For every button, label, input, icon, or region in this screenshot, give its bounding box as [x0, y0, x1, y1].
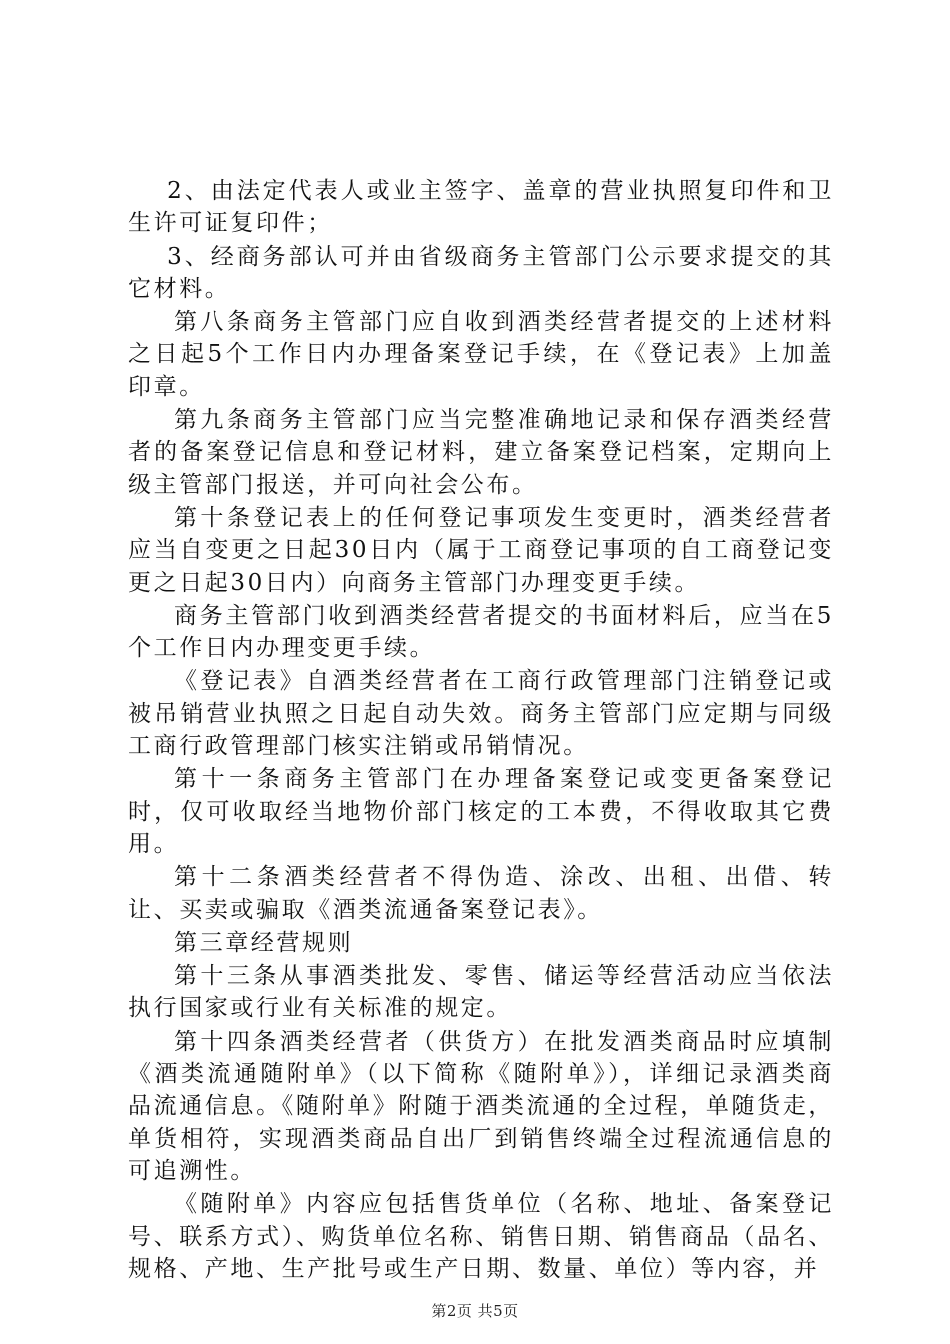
chapter-heading: 第三章经营规则 — [174, 929, 354, 956]
paragraph-article-11: 第十一条商务主管部门在办理备案登记或变更备案登记时，仅可收取经当地物价部门核定的工本费，不得收取其它费用。 — [128, 766, 834, 857]
paragraph-item-3: 3、经商务部认可并由省级商务主管部门公示要求提交的其它材料。 — [128, 243, 834, 302]
paragraph-article-10: 第十条登记表上的任何登记事项发生变更时，酒类经营者应当自变更之日起30日内（属于工商登记事项的自工商登记变更之日起30日内）向商务主管部门办理变更手续。 — [128, 504, 834, 596]
paragraph-article-14: 第十四条酒类经营者（供货方）在批发酒类商品时应填制《酒类流通随附单》（以下简称《随附单》），详细记录酒类商品流通信息。《随附单》附随于酒类流通的全过程，单随货走，单货相符，实现酒类商品自出厂到销售终端全过程流通信息的可追溯性。 — [128, 1028, 834, 1184]
page-number-footer: 第2页 共5页 — [431, 1302, 519, 1320]
paragraph-attached-list-content: 《随附单》内容应包括售货单位（名称、地址、备案登记号、联系方式）、购货单位名称、销售日期、销售商品（品名、规格、产地、生产批号或生产日期、数量、单位）等内容，并 — [128, 1191, 834, 1282]
paragraph-article-13: 第十三条从事酒类批发、零售、储运等经营活动应当依法执行国家或行业有关标准的规定。 — [128, 963, 834, 1022]
document-body — [128, 175, 834, 1286]
paragraph-article-9: 第九条商务主管部门应当完整准确地记录和保存酒类经营者的备案登记信息和登记材料，建立备案登记档案，定期向上级主管部门报送，并可向社会公布。 — [128, 407, 834, 498]
paragraph-register-expiry: 《登记表》自酒类经营者在工商行政管理部门注销登记或被吊销营业执照之日起自动失效。商务主管部门应定期与同级工商行政管理部门核实注销或吊销情况。 — [128, 668, 834, 760]
paragraph-change-procedure: 商务主管部门收到酒类经营者提交的书面材料后，应当在5个工作日内办理变更手续。 — [128, 602, 834, 662]
paragraph-article-8: 第八条商务主管部门应自收到酒类经营者提交的上述材料之日起5个工作日内办理备案登记手续，在《登记表》上加盖印章。 — [128, 309, 834, 400]
paragraph-article-12: 第十二条酒类经营者不得伪造、涂改、出租、出借、转让、买卖或骗取《酒类流通备案登记表》。 — [128, 864, 834, 923]
paragraph-item-2: 2、由法定代表人或业主签字、盖章的营业执照复印件和卫生许可证复印件； — [128, 178, 834, 237]
